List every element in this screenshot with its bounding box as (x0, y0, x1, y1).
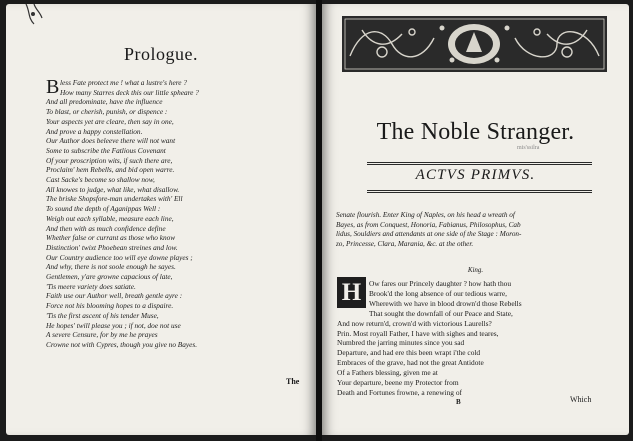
text-line: less Fate protect me ! what a lustre's here ? (60, 78, 188, 87)
text-line: Numbred the jarring minutes since you sad (337, 338, 465, 348)
text-line: And all predominate, have the influence (46, 97, 163, 107)
text-line: Wherewith we have in blood drown'd those Rebells (369, 298, 522, 308)
text-line: Cast Sacke's become so shallow now, (46, 175, 155, 185)
text-line: Crowne not with Cypres, though you give no Bayes. (46, 339, 198, 349)
text-line: Bayes, as from Conquest, Honoria, Fabianus, Philosophus, Cab (336, 220, 521, 229)
text-line: And why, there is not soole enough he sayes. (46, 262, 176, 272)
text-line: Of your proscription wits, if such there are, (46, 155, 173, 165)
text-line: Distinction' twixt Phoebean streines and low. (46, 242, 178, 252)
text-line: Faith use our Author well, breath gentle ayre : (46, 291, 183, 301)
text-line: Your aspects yet are cleare, then say in one, (46, 116, 174, 126)
text-line: 'Tis meere variety does satiate. (46, 281, 136, 291)
text-line: Embraces of the grave, had not the great Antidote (337, 358, 484, 368)
text-line: Brook'd the long absence of our tedious warre, (369, 288, 508, 298)
text-line: zo, Princesse, Clara, Marania, &c. at the other. (336, 239, 474, 248)
text-line: lidus, Souldiers and attendants at one side of the Stage : Moron- (336, 230, 522, 238)
text-line: Force not his blooming hopes to a dispaire. (46, 301, 174, 311)
text-line: Your departure, beene my Protector from (337, 378, 459, 388)
text-line: Our Country audience too will eye downe playes ; (46, 252, 193, 262)
signature-mark: B (456, 398, 461, 406)
text-line: Some to subscribe the Fatlious Covenant (46, 145, 166, 155)
divider (367, 162, 592, 163)
text-line: Senate flourish. Enter King of Naples, on his head a wreath of (336, 211, 515, 219)
text-line: And then with as much confidence define (46, 223, 166, 233)
play-title: The Noble Stranger. (376, 119, 575, 145)
text-line: And now return'd, crown'd with victorious Laurells? (337, 318, 492, 328)
prologue-title: Prologue. (124, 44, 198, 64)
text-line: To blast, or cherish, punish, or dispence : (46, 107, 168, 117)
text-line: How many Starres deck this our little spheare ? (60, 87, 199, 97)
drop-letter: B (46, 76, 60, 98)
text-line: Gentlemen, y'are growne capacious of late, (46, 272, 173, 282)
text-line: A severe Censure, for by me he prayes (46, 330, 158, 340)
text-line: All knowes to judge, what like, what disallow. (46, 184, 180, 194)
text-line: He hopes' twill please you ; if not, doe not use (46, 320, 181, 330)
catchword: The (286, 377, 300, 386)
speaker-name: King. (467, 266, 484, 274)
text-line: To sound the depth of Aganippas Well : (46, 204, 161, 214)
ornament-icon (24, 4, 44, 26)
left-page (6, 4, 316, 435)
text-line: Of a Fathers blessing, given me at (337, 368, 438, 378)
text-line: Whether false or currant as those who know (46, 233, 176, 243)
headpiece-ornament-icon (342, 16, 607, 72)
text-line: Ow fares our Princely daughter ? how hath thou (369, 279, 512, 288)
text-line: Weigh out each syllable, measure each line, (46, 213, 174, 223)
faint-bleed-text: mis'ssilra (517, 145, 540, 151)
text-line: Proclaim' hem Rebells, and bid open warre. (46, 165, 175, 175)
dialogue-text (337, 279, 622, 398)
catchword: Which (570, 395, 592, 404)
prologue-poem (46, 78, 306, 350)
stage-direction (336, 211, 616, 249)
text-line: Our Author does beleeve there will not want (46, 136, 176, 146)
divider (367, 164, 592, 165)
text-line: That sought the downfall of our Peace and State, (369, 308, 513, 318)
text-line: Departure, and had ere this been wrapt i'the cold (337, 348, 481, 358)
act-heading: ACTVS PRIMVS. (415, 167, 536, 183)
text-line: Prin. Most royall Father, I have with sighes and teares, (337, 328, 499, 338)
divider (367, 192, 592, 193)
text-line: The briske Shopsfore-man undertakes with' Ell (46, 194, 183, 204)
text-line: Death and Fortunes frowne, a renewing of (337, 387, 462, 397)
right-page (322, 4, 629, 435)
text-line: 'Tis the first ascent of his tender Muse, (46, 310, 159, 320)
text-line: And prove a happy constellation. (46, 126, 143, 136)
divider (367, 190, 592, 191)
drop-cap-letter: H (341, 279, 362, 306)
